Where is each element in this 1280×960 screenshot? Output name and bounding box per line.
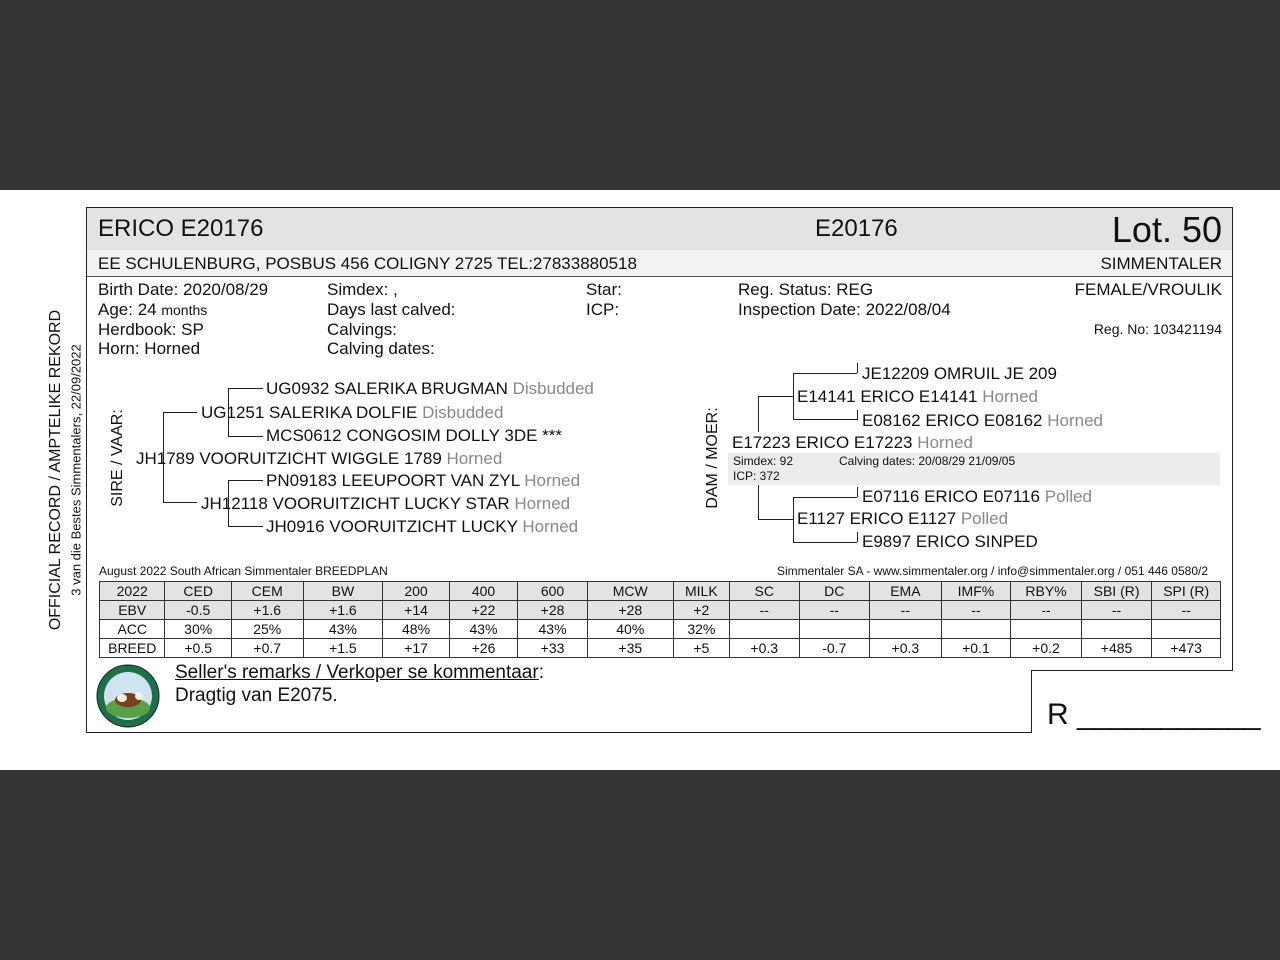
pedigree-line bbox=[228, 388, 263, 389]
table-cell: +26 bbox=[449, 639, 518, 658]
table-cell: 40% bbox=[587, 620, 673, 639]
dam-simdex: Simdex: 92 bbox=[733, 454, 794, 468]
table-cell: 43% bbox=[303, 620, 383, 639]
table-header: DC bbox=[799, 582, 870, 601]
table-cell: +17 bbox=[383, 639, 449, 658]
animal-name: ERICO E20176 bbox=[98, 215, 264, 242]
pedigree-line bbox=[758, 485, 759, 519]
pedigree-line bbox=[857, 487, 858, 497]
table-cell: -- bbox=[799, 601, 870, 620]
pedigree-line bbox=[793, 497, 857, 498]
pedigree-line bbox=[857, 410, 858, 420]
star: Star: bbox=[586, 280, 622, 299]
table-cell: +2 bbox=[673, 601, 729, 620]
pedigree-line bbox=[857, 363, 858, 373]
pedigree-line bbox=[857, 532, 858, 542]
table-cell: +28 bbox=[587, 601, 673, 620]
dam-icp: ICP: 372 bbox=[733, 469, 780, 483]
age: Age: 24 months bbox=[98, 300, 208, 319]
breedplan-table bbox=[99, 581, 1221, 658]
price-field: R ___________ bbox=[1047, 698, 1261, 731]
table-cell bbox=[870, 620, 942, 639]
table-header: SC bbox=[729, 582, 799, 601]
simdex: Simdex: , bbox=[327, 280, 398, 299]
icp: ICP: bbox=[586, 300, 620, 319]
table-header: CED bbox=[165, 582, 231, 601]
sex: FEMALE/VROULIK bbox=[1074, 280, 1222, 299]
pedigree-line bbox=[793, 542, 857, 543]
table-cell: +1.5 bbox=[303, 639, 383, 658]
table-cell: +5 bbox=[673, 639, 729, 658]
pedigree-line bbox=[163, 412, 197, 413]
pedigree-line bbox=[793, 373, 794, 396]
days-last-calved: Days last calved: bbox=[327, 300, 456, 319]
calving-dates: Calving dates: bbox=[327, 339, 435, 358]
reg-number: Reg. No: 103421194 bbox=[1093, 321, 1222, 337]
table-cell: +28 bbox=[518, 601, 588, 620]
table-cell: +0.3 bbox=[870, 639, 942, 658]
table-cell bbox=[799, 620, 870, 639]
table-cell: 25% bbox=[231, 620, 303, 639]
table-cell: -0.7 bbox=[799, 639, 870, 658]
table-cell: 32% bbox=[673, 620, 729, 639]
breed-label: SIMMENTALER bbox=[1100, 254, 1222, 273]
table-cell: 48% bbox=[383, 620, 449, 639]
table-cell: -- bbox=[1152, 601, 1221, 620]
table-cell: 30% bbox=[165, 620, 231, 639]
table-row-ebv bbox=[100, 601, 1221, 620]
dam-dam: E1127 ERICO E1127 Polled bbox=[797, 509, 1009, 528]
table-cell: -- bbox=[1081, 601, 1152, 620]
owner-details: EE SCHULENBURG, POSBUS 456 COLIGNY 2725 TEL:27833880518 bbox=[98, 254, 637, 273]
table-cell: +33 bbox=[518, 639, 588, 658]
dam-sire-sire: JE12209 OMRUIL JE 209 bbox=[862, 364, 1057, 383]
dam: E17223 ERICO E17223 Horned bbox=[732, 433, 974, 452]
table-cell: ACC bbox=[100, 620, 165, 639]
table-header: MILK bbox=[673, 582, 729, 601]
pedigree-line bbox=[163, 502, 197, 503]
table-cell bbox=[1081, 620, 1152, 639]
breedplan-caption: August 2022 South African Simmentaler BREEDPLAN bbox=[99, 564, 388, 578]
pedigree-line bbox=[228, 480, 263, 481]
table-cell: +1.6 bbox=[231, 601, 303, 620]
table-cell: +0.3 bbox=[729, 639, 799, 658]
pedigree-line bbox=[793, 497, 794, 542]
table-cell: +0.7 bbox=[231, 639, 303, 658]
table-cell: EBV bbox=[100, 601, 165, 620]
table-cell: +0.5 bbox=[165, 639, 231, 658]
sire-dam-sire: PN09183 LEEUPOORT VAN ZYL Horned bbox=[266, 471, 581, 490]
table-header: CEM bbox=[231, 582, 303, 601]
table-cell bbox=[1011, 620, 1082, 639]
table-cell: +14 bbox=[383, 601, 449, 620]
table-header: BW bbox=[303, 582, 383, 601]
table-cell: -- bbox=[941, 601, 1011, 620]
pedigree-line bbox=[793, 373, 857, 374]
table-cell: +35 bbox=[587, 639, 673, 658]
sire-dam-dam: JH0916 VOORUITZICHT LUCKY Horned bbox=[266, 517, 579, 536]
table-cell: 43% bbox=[449, 620, 518, 639]
table-header: MCW bbox=[587, 582, 673, 601]
calvings: Calvings: bbox=[327, 320, 397, 339]
pedigree-line bbox=[793, 419, 857, 420]
inspection-date: Inspection Date: 2022/08/04 bbox=[738, 300, 951, 319]
table-header: SBI (R) bbox=[1081, 582, 1152, 601]
table-cell: +22 bbox=[449, 601, 518, 620]
pedigree-line bbox=[228, 526, 263, 527]
table-cell: +473 bbox=[1152, 639, 1221, 658]
dam-dam-sire: E07116 ERICO E07116 Polled bbox=[862, 487, 1092, 506]
breedplan-contact: Simmentaler SA - www.simmentaler.org / info@simmentaler.org / 051 446 0580/2 bbox=[776, 564, 1208, 578]
table-header: IMF% bbox=[941, 582, 1011, 601]
reg-status: Reg. Status: REG bbox=[738, 280, 874, 299]
table-cell: -- bbox=[729, 601, 799, 620]
table-cell: BREED bbox=[100, 639, 165, 658]
pedigree-line bbox=[758, 396, 793, 397]
table-header: 200 bbox=[383, 582, 449, 601]
table-cell: -- bbox=[870, 601, 942, 620]
sire-dam: JH12118 VOORUITZICHT LUCKY STAR Horned bbox=[201, 494, 571, 513]
table-header: EMA bbox=[870, 582, 942, 601]
dam-sire-dam: E08162 ERICO E08162 Horned bbox=[862, 411, 1104, 430]
table-cell bbox=[941, 620, 1011, 639]
sire: JH1789 VOORUITZICHT WIGGLE 1789 Horned bbox=[136, 449, 503, 468]
table-cell: -0.5 bbox=[165, 601, 231, 620]
table-row-breed bbox=[100, 639, 1221, 658]
dam-calving-dates: Calving dates: 20/08/29 21/09/05 bbox=[839, 454, 1016, 468]
table-cell: -- bbox=[1011, 601, 1082, 620]
table-cell bbox=[1152, 620, 1221, 639]
pedigree-line bbox=[758, 519, 793, 520]
table-header: 400 bbox=[449, 582, 518, 601]
horn-status: Horn: Horned bbox=[98, 339, 201, 358]
remarks-heading: Seller's remarks / Verkoper se kommentaar: bbox=[175, 662, 544, 683]
table-header: RBY% bbox=[1011, 582, 1082, 601]
sale-subtitle: 3 van die Bestes Simmentalers, 22/09/2022 bbox=[68, 344, 84, 596]
table-cell: +0.2 bbox=[1011, 639, 1082, 658]
animal-code: E20176 bbox=[815, 215, 898, 242]
table-header: 600 bbox=[518, 582, 588, 601]
sire-label: SIRE / VAAR: bbox=[109, 409, 126, 507]
official-record-label: OFFICIAL RECORD / AMPTELIKE REKORD bbox=[47, 309, 64, 631]
table-cell: +1.6 bbox=[303, 601, 383, 620]
table-header: SPI (R) bbox=[1152, 582, 1221, 601]
table-cell: +0.1 bbox=[941, 639, 1011, 658]
table-header: 2022 bbox=[100, 582, 165, 601]
table-cell: 43% bbox=[518, 620, 588, 639]
sire-sire-dam: MCS0612 CONGOSIM DOLLY 3DE *** bbox=[266, 426, 563, 445]
herdbook: Herdbook: SP bbox=[98, 320, 204, 339]
table-header-row bbox=[100, 582, 1221, 601]
dam-label: DAM / MOER: bbox=[704, 407, 721, 509]
birth-date: Birth Date: 2020/08/29 bbox=[98, 280, 269, 299]
dam-dam-dam: E9897 ERICO SINPED bbox=[862, 532, 1038, 551]
sire-sire: UG1251 SALERIKA DOLFIE Disbudded bbox=[201, 403, 504, 422]
table-cell: +485 bbox=[1081, 639, 1152, 658]
table-row-acc bbox=[100, 620, 1221, 639]
sire-sire-sire: UG0932 SALERIKA BRUGMAN Disbudded bbox=[266, 379, 594, 398]
pedigree-line bbox=[228, 436, 263, 437]
dam-sire: E14141 ERICO E14141 Horned bbox=[797, 387, 1039, 406]
pedigree-line bbox=[758, 396, 759, 432]
remarks-text: Dragtig van E2075. bbox=[175, 685, 338, 706]
table-cell bbox=[729, 620, 799, 639]
lot-number: Lot. 50 bbox=[1111, 209, 1222, 250]
simmentaler-logo-icon bbox=[96, 664, 160, 728]
pedigree-line bbox=[793, 396, 794, 419]
